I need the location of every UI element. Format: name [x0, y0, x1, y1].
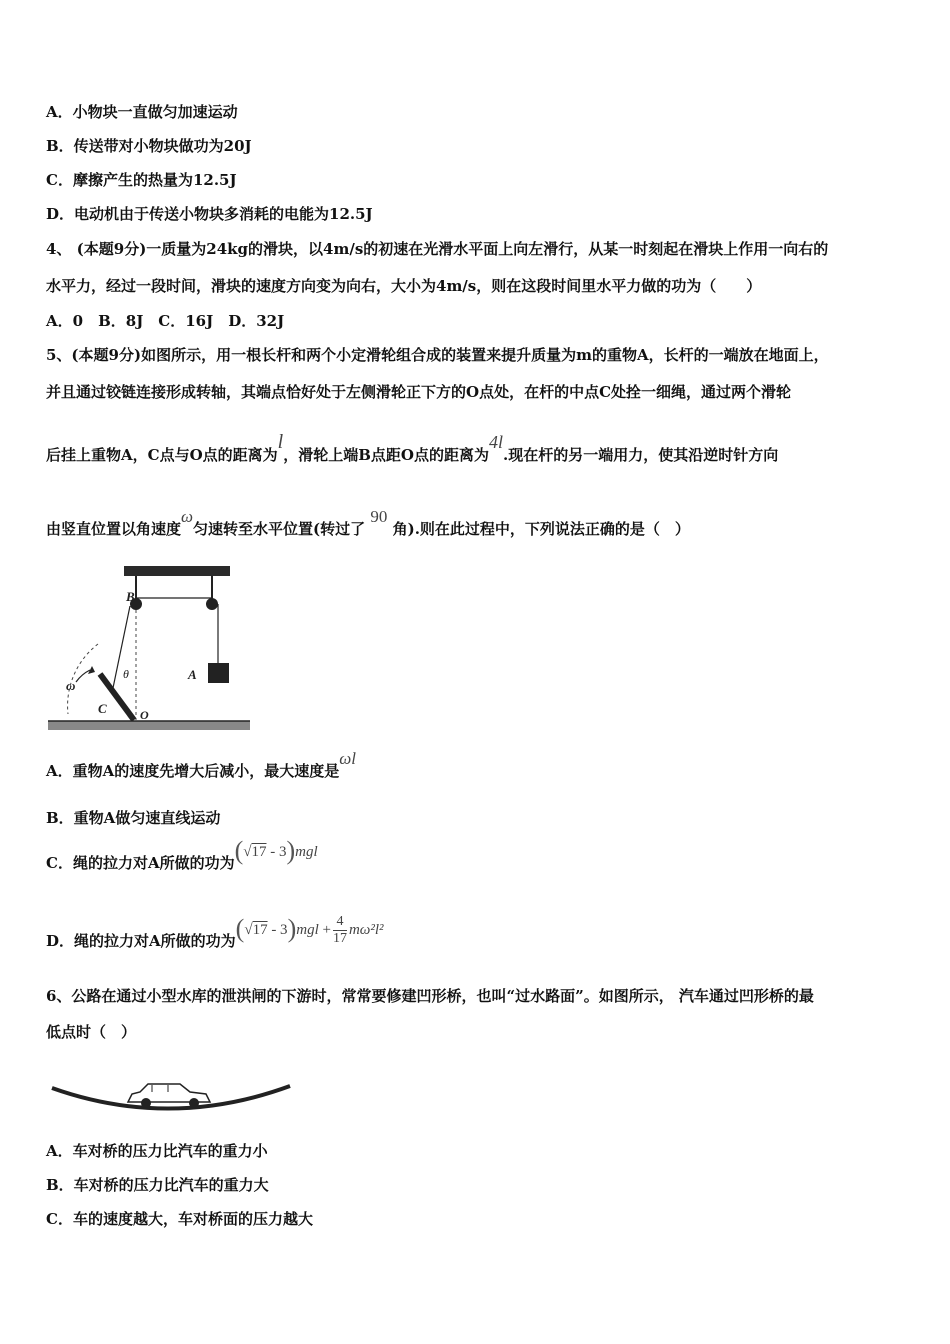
q6-option-c: C．车的速度越大，车对桥面的压力越大 — [46, 1210, 313, 1228]
q4-stem-line1: 4、 (本题9分)一质量为24kg的滑块，以4m/s的初速在光滑水平面上向左滑行，从某一时刻起在滑块上作用一向右的 — [46, 240, 829, 258]
math-l: l — [277, 431, 284, 453]
q6-stem-line2: 低点时（ ） — [46, 1023, 137, 1041]
q3-option-b: B．传送带对小物块做功为20J — [46, 137, 252, 155]
q4-options: A．0 B．8J C．16J D．32J — [46, 312, 285, 330]
math-omega-l: ωl — [339, 749, 357, 768]
q6-stem-line1: 6、公路在通过小型水库的泄洪闸的下游时，常常要修建凹形桥，也叫“过水路面”。如图所示， 汽车通过凹形桥的最 — [46, 987, 814, 1005]
label-c: C — [98, 701, 107, 716]
q4-stem-line2: 水平力，经过一段时间，滑块的速度方向变为向右，大小为4m/s，则在这段时间里水平力做的功为（ ） — [46, 277, 762, 295]
q5-stem-line2: 并且通过铰链连接形成转轴，其端点恰好处于左侧滑轮正下方的O点处，在杆的中点C处拴一细绳，通过两个滑轮 — [46, 383, 792, 401]
pulley-rod-figure — [46, 562, 252, 738]
label-theta: θ — [123, 667, 129, 681]
label-omega: ω — [66, 678, 76, 693]
math-omega: ω — [181, 507, 194, 526]
concave-bridge-figure — [48, 1072, 294, 1118]
q5-stem-line4: 由竖直位置以角速度ω匀速转至水平位置(转过了 90 角).则在此过程中，下列说法正确的是（ ） — [46, 507, 690, 538]
q3-option-c: C．摩擦产生的热量为12.5J — [46, 171, 237, 189]
q5-option-a: A．重物A的速度先增大后减小，最大速度是ωl — [46, 749, 357, 780]
label-o: O — [140, 708, 149, 722]
q3-option-d: D．电动机由于传送小物块多消耗的电能为12.5J — [46, 205, 373, 223]
q6-option-a: A．车对桥的压力比汽车的重力小 — [46, 1142, 268, 1160]
label-b: B — [126, 589, 135, 604]
math-4l: 4l — [488, 432, 503, 452]
q3-option-a: A．小物块一直做匀加速运动 — [46, 103, 238, 121]
q5-option-d: D．绳的拉力对A所做的功为(√17 - 3)mgl + $\frac{4}{17}$ mω²l² — [46, 913, 384, 950]
q5-stem-line3: 后挂上重物A，C点与O点的距离为l，滑轮上端B点距O点的距离为4l.现在杆的另一端用力，使其沿逆时针方向 — [46, 431, 779, 464]
math-90: 90 — [370, 507, 388, 526]
label-a: A — [188, 667, 197, 682]
q5-stem-line1: 5、(本题9分)如图所示，用一根长杆和两个小定滑轮组合成的装置来提升质量为m的重物A，长杆的一端放在地面上， — [46, 346, 829, 364]
q5-option-b: B．重物A做匀速直线运动 — [46, 809, 221, 827]
q6-option-b: B．车对桥的压力比汽车的重力大 — [46, 1176, 269, 1194]
q5-option-c: C．绳的拉力对A所做的功为(√17 - 3)mgl — [46, 836, 318, 872]
